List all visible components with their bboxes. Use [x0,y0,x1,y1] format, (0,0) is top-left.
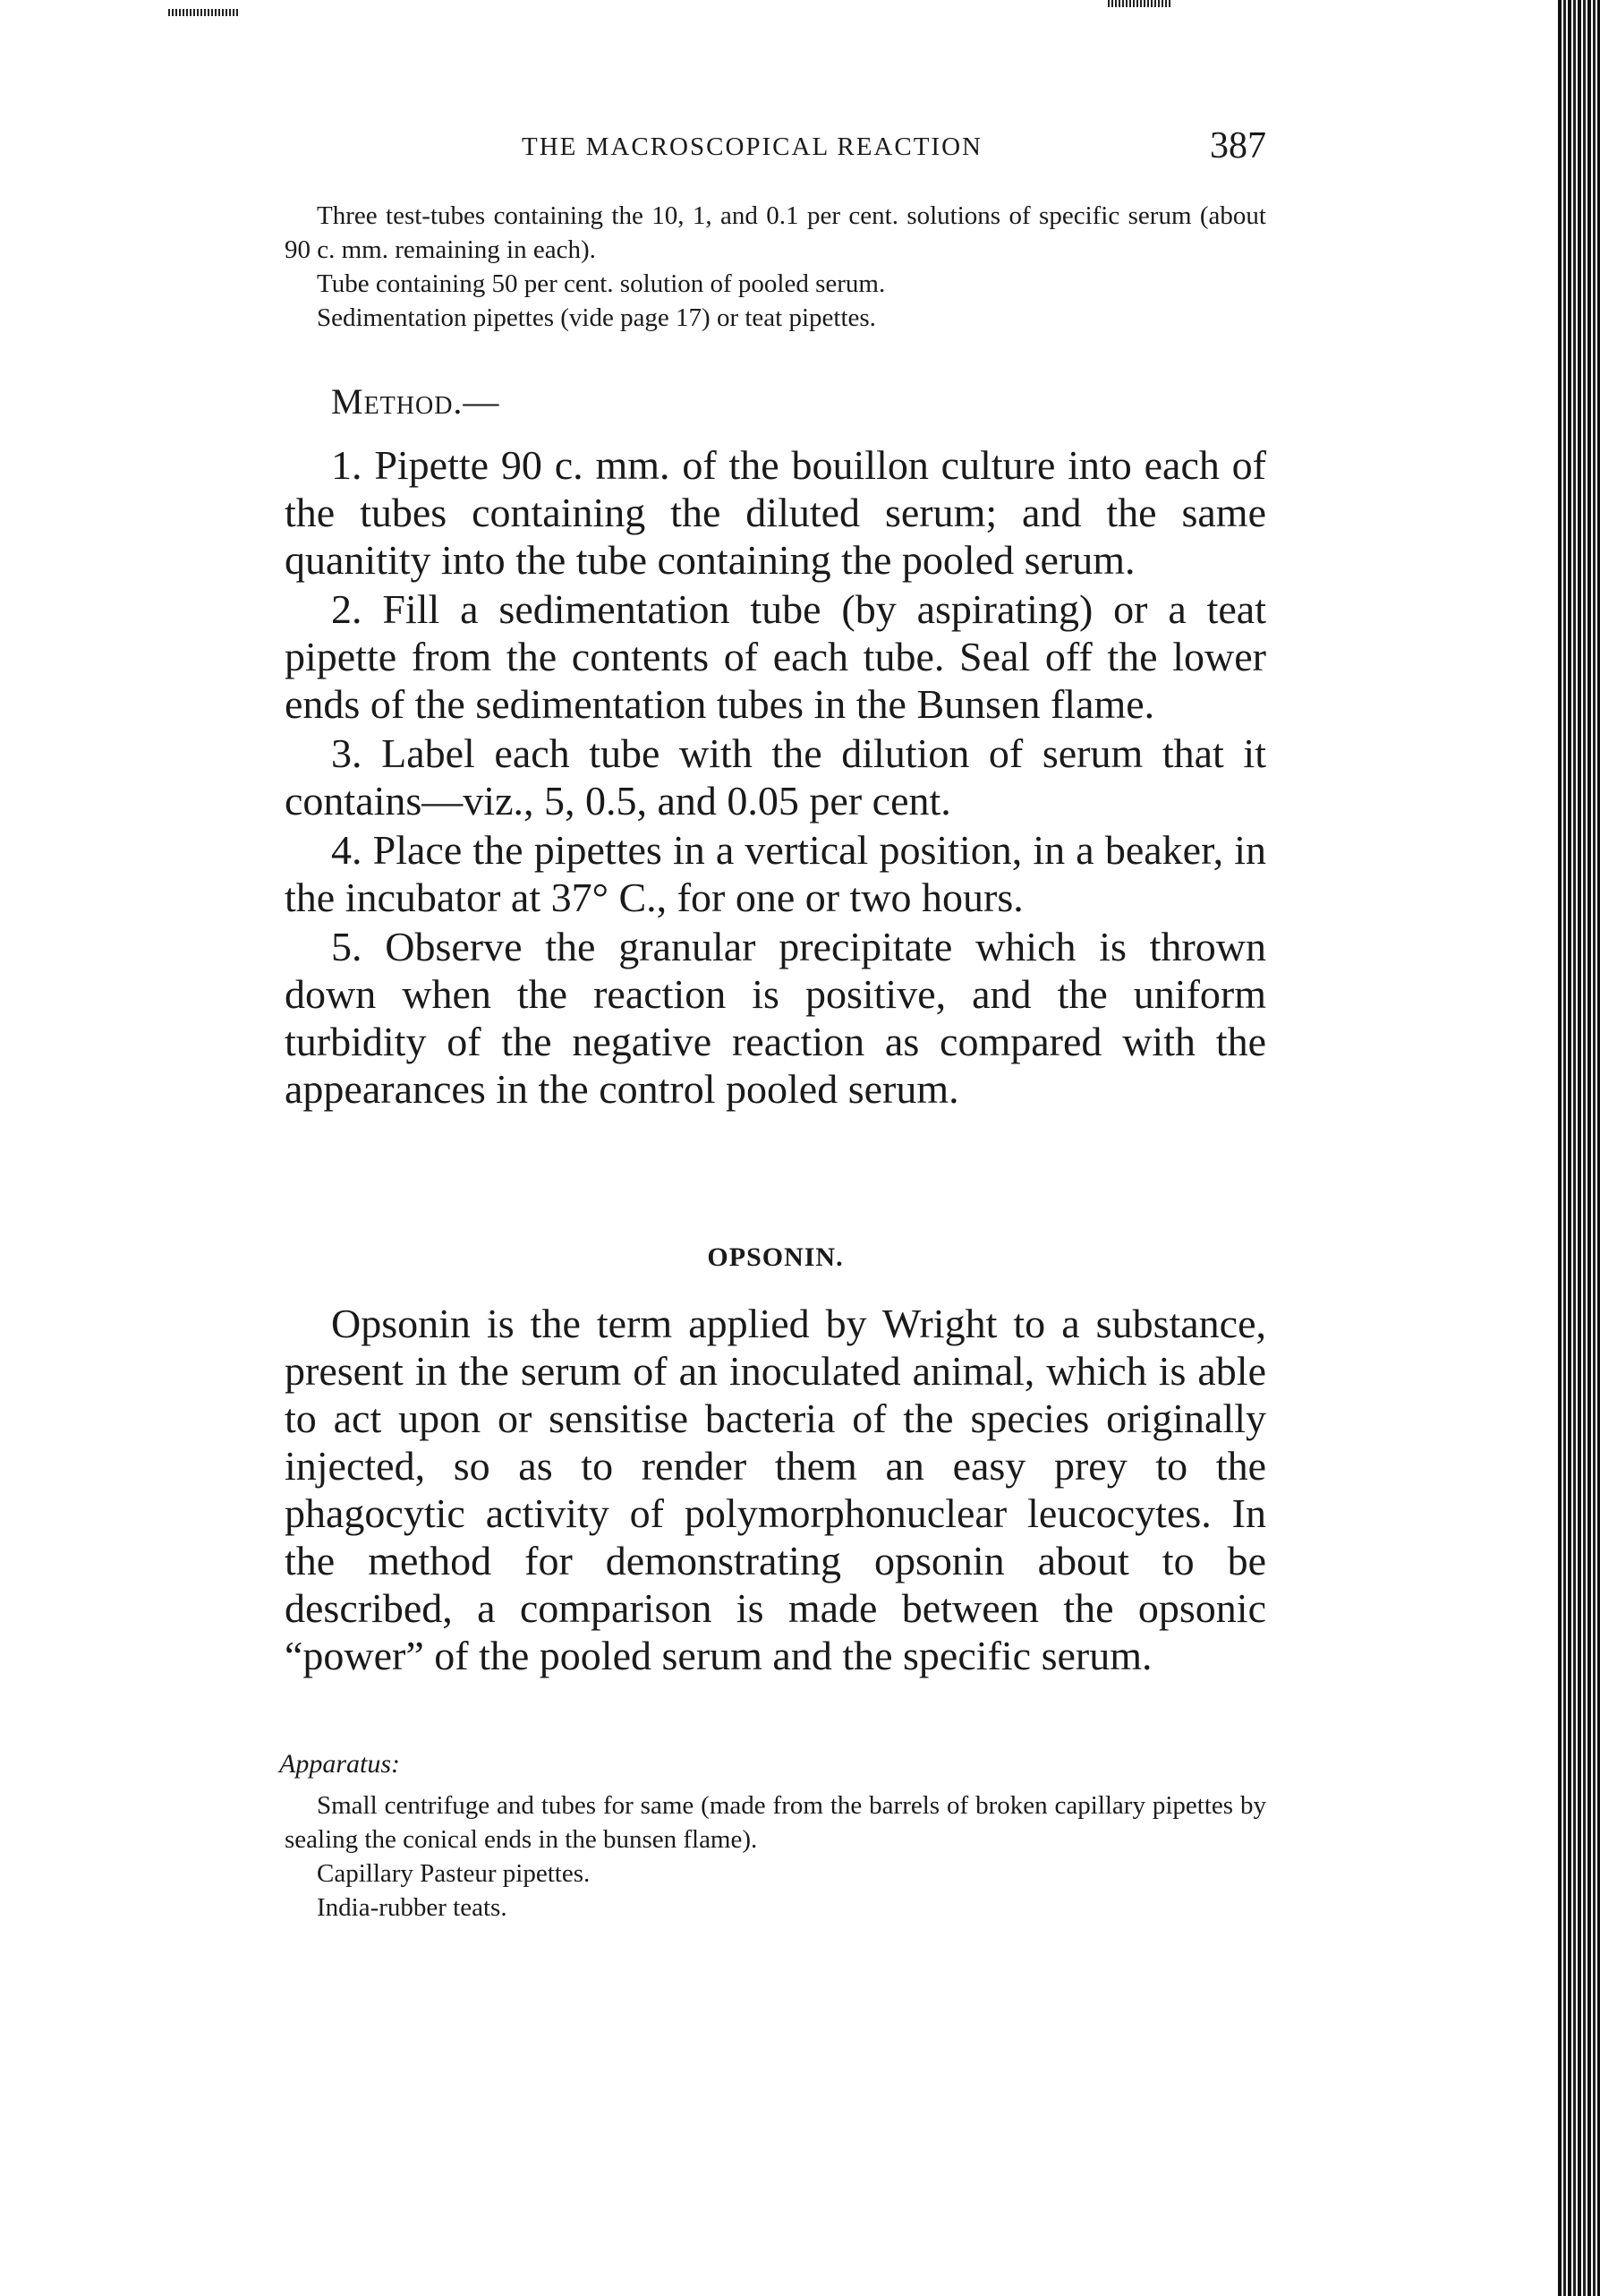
section-heading: OPSONIN. [707,1242,844,1272]
page-number: 387 [1210,125,1266,166]
method-step: 3. Label each tube with the dilution of serum that it contains—viz., 5, 0.5, and 0.05 per cent. [285,730,1266,824]
scan-mark-left [168,9,238,16]
materials-item: Tube containing 50 per cent. solution of pooled serum. [317,269,886,298]
method-label: Method.— [331,381,500,422]
method-step: 1. Pipette 90 c. mm. of the bouillon culture into each of the tubes containing the diluted serum; and the same quanitity into the tube containing the pooled serum. [285,442,1266,583]
running-head: THE MACROSCOPICAL REACTION [522,132,983,161]
method-step: 2. Fill a sedimentation tube (by aspirating) or a teat pipette from the contents of each tube. Seal off the lower ends of the sedimentation tubes in the Bunsen flame. [285,586,1266,727]
apparatus-label: Apparatus: [279,1749,400,1779]
apparatus-item: India-rubber teats. [317,1893,507,1922]
scan-mark-right [1108,0,1172,7]
materials-list [285,199,1266,335]
apparatus-item: Capillary Pasteur pipettes. [317,1859,591,1888]
opsonin-text: Opsonin is the term applied by Wright to a substance, present in the serum of an inoculated animal, which is able to act upon or sensitise bacteria of the species originally injected, so as to render them an easy prey to the phagocytic activity of polymorphonuclear leucocytes. In the method for demonstrating opsonin about to be described, a comparison is made between the opsonic “power” of the pooled serum and the specific serum. [285,1301,1266,1678]
method-step: 4. Place the pipettes in a vertical position, in a beaker, in the incubator at 37° C., for one or two hours. [285,827,1266,920]
apparatus-list [285,1788,1266,1925]
materials-item: Sedimentation pipettes (vide page 17) or teat pipettes. [317,303,876,332]
apparatus-item: Small centrifuge and tubes for same (made from the barrels of broken capillary pipettes by sealing the conical ends in the bunsen flame). [285,1791,1266,1854]
method-step: 5. Observe the granular precipitate which is thrown down when the reaction is positive, and the uniform turbidity of the negative reaction as compared with the appearances in the control pooled serum. [285,924,1266,1112]
opsonin-paragraph [285,1300,1266,1679]
binding-edge [1548,0,1600,2296]
method-steps [285,441,1266,1113]
materials-item: Three test-tubes containing the 10, 1, and 0.1 per cent. solutions of specific serum (about 90 c. mm. remaining in each). [285,201,1266,264]
page-header [285,125,1266,175]
